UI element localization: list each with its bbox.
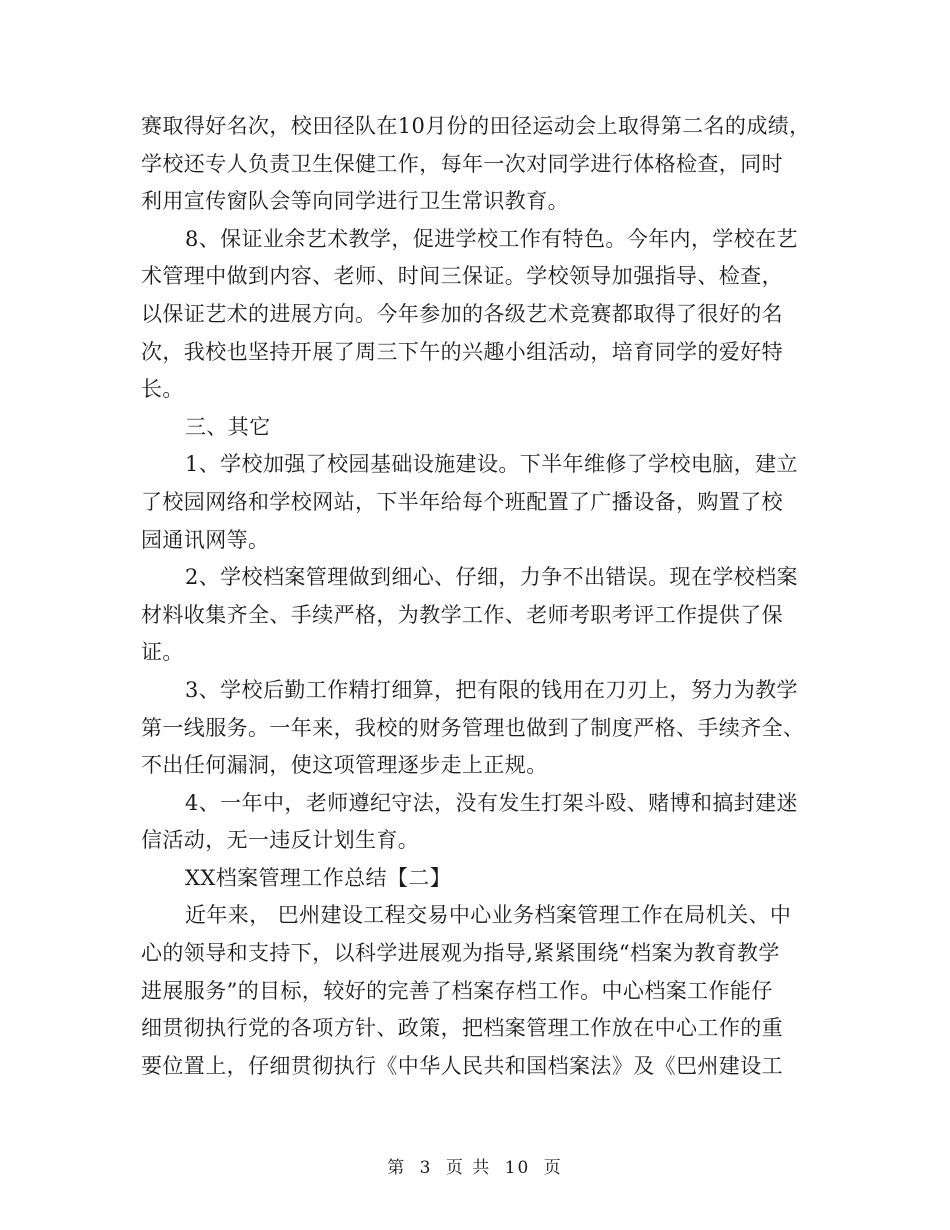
page-footer (0, 1153, 950, 1178)
text-line: 证。 (141, 640, 184, 665)
text-line: 第一线服务。一年来，我校的财务管理也做到了制度严格、手续齐全、 (141, 715, 805, 740)
text-line: 2、学校档案管理做到细心、仔细，力争不出错误。现在学校档案 (185, 565, 798, 590)
text-line: 4、一年中，老师遵纪守法，没有发生打架斗殴、赌博和搞封建迷 (185, 790, 798, 815)
footer-suffix: 页 (543, 1158, 563, 1178)
text-line: 8、保证业余艺术教学，促进学校工作有特色。今年内，学校在艺 (185, 226, 798, 251)
footer-middle: 页 共 (445, 1158, 492, 1178)
text-line: 学校还专人负责卫生保健工作，每年一次对同学进行体格检查，同时 (141, 151, 783, 176)
text-line: 以保证艺术的进展方向。今年参加的各级艺术竞赛都取得了很好的名 (141, 301, 783, 326)
text-line: 近年来， 巴州建设工程交易中心业务档案管理工作在局机关、中 (185, 903, 792, 928)
text-line: 次，我校也坚持开展了周三下午的兴趣小组活动，培育同学的爱好特 (141, 339, 783, 364)
footer-current-page: 3 (419, 1158, 433, 1178)
text-line: 进展服务”的目标，较好的完善了档案存档工作。中心档案工作能仔 (141, 978, 773, 1003)
document-body (141, 108, 811, 1085)
text-line: 不出任何漏洞，使这项管理逐步走上正规。 (141, 753, 548, 778)
footer-prefix: 第 (387, 1158, 407, 1178)
text-line: 材料收集齐全、手续严格，为教学工作、老师考职考评工作提供了保 (141, 602, 783, 627)
text-line: 赛取得好名次，校田径队在10月份的田径运动会上取得第二名的成绩， (141, 114, 811, 138)
text-line: 3、学校后勤工作精打细算，把有限的钱用在刀刃上，努力为教学 (185, 677, 798, 702)
text-line: 术管理中做到内容、老师、时间三保证。学校领导加强指导、检查， (141, 264, 783, 289)
footer-total-pages: 10 (504, 1158, 531, 1178)
text-line: 信活动，无一违反计划生育。 (141, 828, 420, 853)
text-line: 心的领导和支持下，以科学进展观为指导,紧紧围绕“档案为教育教学 (141, 941, 780, 966)
text-line: 长。 (141, 377, 184, 402)
text-line: XX档案管理工作总结【二】 (185, 865, 452, 890)
text-line: 1、学校加强了校园基础设施建设。下半年维修了学校电脑，建立 (185, 452, 798, 477)
text-line: 了校园网络和学校网站，下半年给每个班配置了广播设备，购置了校 (141, 489, 783, 514)
text-line: 要位置上，仔细贯彻执行《中华人民共和国档案法》及《巴州建设工 (141, 1053, 783, 1078)
text-line: 三、其它 (185, 414, 271, 439)
text-line: 细贯彻执行党的各项方针、政策，把档案管理工作放在中心工作的重 (141, 1016, 783, 1041)
text-line: 利用宣传窗队会等向同学进行卫生常识教育。 (141, 189, 569, 214)
text-line: 园通讯网等。 (141, 527, 270, 552)
